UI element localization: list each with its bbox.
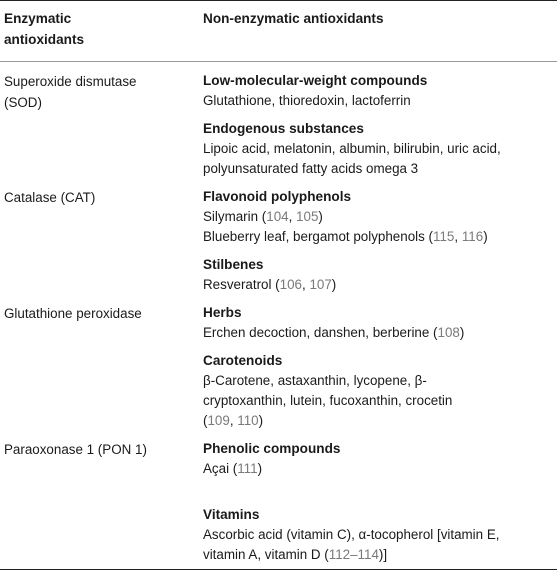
non-enzymatic-cell [203, 62, 557, 188]
header-row [0, 1, 557, 62]
group-text [203, 459, 557, 479]
citation-link[interactable]: 105 [296, 209, 319, 224]
non-enzymatic-cell [203, 439, 557, 570]
group-text-part: Blueberry leaf, bergamot polyphenols ( [203, 229, 434, 244]
group-text [203, 323, 557, 343]
group-text-line2: cryptoxanthin, lutein, fucoxanthin, crocetin [203, 393, 453, 408]
group-text-part: , [288, 209, 297, 224]
group-text [203, 371, 557, 431]
group-heading: Stilbenes [203, 257, 264, 272]
non-enzymatic-cell [203, 303, 557, 439]
group [203, 505, 557, 565]
citation-link[interactable]: 110 [237, 413, 259, 428]
group-text-part: , [229, 413, 238, 428]
group-text-part: , [302, 277, 310, 292]
group [203, 351, 557, 431]
group [203, 71, 557, 111]
citation-link[interactable]: 115 [433, 229, 455, 244]
group [203, 187, 557, 247]
group-heading: Vitamins [203, 507, 260, 522]
group-text-part: ) [331, 277, 337, 292]
table-row [0, 303, 557, 439]
citation-link[interactable]: 107 [309, 277, 332, 292]
table-row [0, 62, 557, 188]
group-text-part: Erchen decoction, danshen, berberine ( [203, 325, 438, 340]
group-text-line1: Ascorbic acid (vitamin C), α-tocopherol [vitamin E, [203, 527, 500, 542]
citation-link[interactable]: 106 [279, 277, 302, 292]
table-row [0, 187, 557, 303]
group-heading: Phenolic compounds [203, 441, 341, 456]
group [203, 303, 557, 343]
group-text-part: ) [459, 325, 465, 340]
header-enzymatic [0, 1, 203, 62]
group-text-part: , [454, 229, 462, 244]
group-text-part: vitamin A, vitamin D ( [203, 547, 329, 562]
citation-link[interactable]: 116 [461, 229, 484, 244]
group [203, 119, 557, 179]
group-heading: Carotenoids [203, 353, 283, 368]
citation-link[interactable]: 112–114 [328, 547, 379, 562]
group-text-part: )] [378, 547, 388, 562]
group-text-part: Resveratrol ( [203, 277, 280, 292]
group-heading: Flavonoid polyphenols [203, 189, 352, 204]
group-text-line2: polyunsaturated fatty acids omega 3 [203, 161, 419, 176]
group-text-line1: Lipoic acid, melatonin, albumin, bilirubin, uric acid, [203, 141, 501, 156]
citation-link[interactable]: 111 [237, 461, 258, 476]
citation-link[interactable]: 108 [437, 325, 460, 340]
group-text-part: ( [203, 413, 208, 428]
group-text-part: Silymarin ( [203, 209, 267, 224]
group-text-part: ) [483, 229, 488, 244]
non-enzymatic-cell [203, 187, 557, 303]
group-text-line1: β-Carotene, astaxanthin, lycopene, β- [203, 373, 427, 388]
header-enzymatic-line1: Enzymatic [4, 11, 72, 26]
group-text [203, 275, 557, 295]
group [203, 255, 557, 295]
enzyme-cell: Paraoxonase 1 (PON 1) [0, 439, 203, 570]
group-heading: Endogenous substances [203, 121, 364, 136]
spacer [203, 487, 557, 505]
group-text-part: ) [318, 209, 323, 224]
citation-link[interactable]: 109 [207, 413, 230, 428]
citation-link[interactable]: 104 [266, 209, 289, 224]
group-text-part: ) [258, 413, 264, 428]
header-enzymatic-line2: antioxidants [4, 32, 85, 47]
enzyme-name-line2: (SOD) [4, 95, 42, 110]
enzyme-name-line1: Superoxide dismutase [4, 74, 137, 89]
header-non-enzymatic: Non-enzymatic antioxidants [203, 1, 557, 62]
enzyme-cell: Catalase (CAT) [4, 190, 96, 205]
group-text: Glutathione, thioredoxin, lactoferrin [203, 93, 411, 108]
enzyme-cell: Glutathione peroxidase [4, 306, 142, 321]
group-text [203, 207, 557, 247]
group-heading: Low-molecular-weight compounds [203, 73, 428, 88]
group-text [203, 139, 557, 179]
group-heading: Herbs [203, 305, 242, 320]
table-row [0, 439, 557, 570]
group-text [203, 525, 557, 565]
enzyme-cell [0, 62, 203, 188]
group-text-part: Açai ( [203, 461, 238, 476]
group [203, 439, 557, 479]
group-text-part: ) [257, 461, 263, 476]
